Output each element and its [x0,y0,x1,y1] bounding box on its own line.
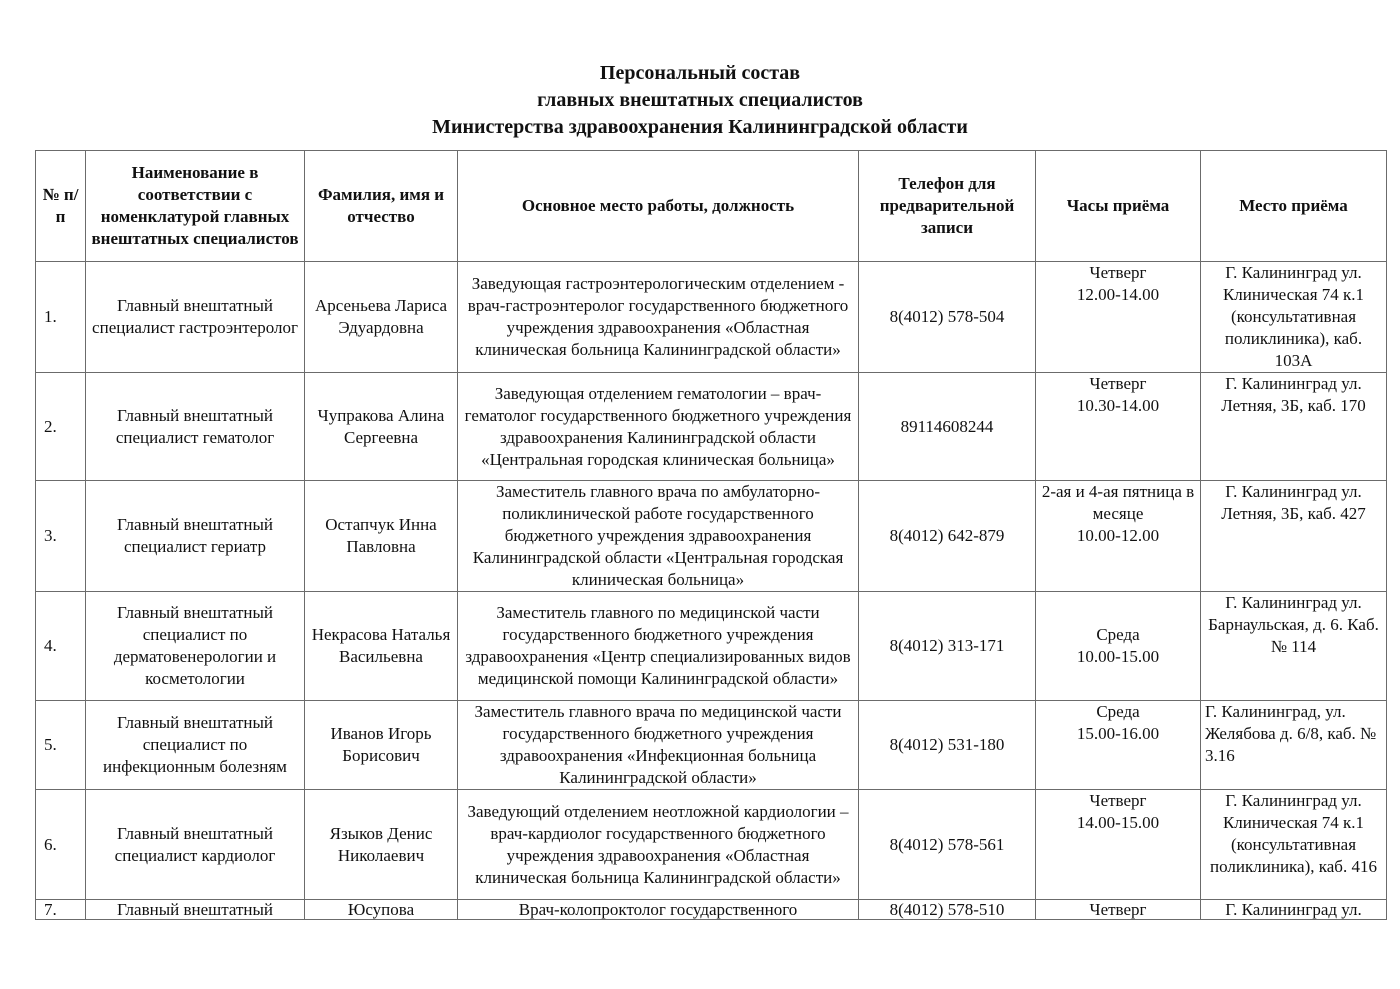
cell-nomenclature: Главный внештатный специалист гериатр [86,481,305,592]
cell-name: Юсупова [305,900,458,920]
hours-time: 10.30-14.00 [1076,396,1160,415]
table-row [36,790,1387,900]
cell-num: 4. [36,592,86,701]
cell-workplace: Заместитель главного врача по амбулаторно-поликлинической работе государственного бюджетного учреждения здравоохранения Калининградской области «Центральная городская клиническая больница» [458,481,859,592]
title-line-1: Персональный состав [599,62,801,84]
cell-name: Иванов Игорь Борисович [305,701,458,790]
cell-name: Некрасова Наталья Васильевна [305,592,458,701]
hours-day: Четверг [1089,791,1147,810]
hours-day: Среда [1096,625,1140,644]
hours-time: 15.00-16.00 [1076,724,1160,743]
cell-location: Г. Калининград ул. Барнаульская, д. 6. Каб. № 114 [1201,592,1387,701]
cell-hours [1036,790,1201,900]
cell-location: Г. Калининград ул. Летняя, 3Б, каб. 427 [1201,481,1387,592]
hours-day: 2-ая и 4-ая пятница в месяце [1041,482,1195,523]
cell-phone: 8(4012) 578-504 [859,262,1036,373]
cell-hours [1036,262,1201,373]
cell-workplace: Врач-колопроктолог государственного [458,900,859,920]
header-name: Фамилия, имя и отчество [305,151,458,262]
cell-workplace: Заведующая отделением гематологии – врач-гематолог государственного бюджетного учреждения здравоохранения Калининградской области «Центральная городская клиническая больница» [458,373,859,481]
cell-workplace: Заведующий отделением неотложной кардиологии – врач-кардиолог государственного бюджетного учреждения здравоохранения «Областная клиническая больница Калининградской области» [458,790,859,900]
header-phone: Телефон для предварительной записи [859,151,1036,262]
hours-time: 14.00-15.00 [1076,813,1160,832]
cell-hours [1036,373,1201,481]
cell-location: Г. Калининград, ул. Желябова д. 6/8, каб. № 3.16 [1201,701,1387,790]
cell-phone: 89114608244 [859,373,1036,481]
specialists-table [35,150,1387,920]
hours-time: 10.00-15.00 [1076,647,1160,666]
cell-name: Чупракова Алина Сергеевна [305,373,458,481]
cell-num: 6. [36,790,86,900]
cell-location: Г. Калининград ул. Клиническая 74 к.1 (консультативная поликлиника), каб. 103А [1201,262,1387,373]
cell-phone: 8(4012) 578-561 [859,790,1036,900]
hours-day: Четверг [1089,374,1147,393]
cell-hours [1036,900,1201,920]
cell-name: Остапчук Инна Павловна [305,481,458,592]
cell-name: Языков Денис Николаевич [305,790,458,900]
cell-nomenclature: Главный внештатный специалист гематолог [86,373,305,481]
cell-nomenclature: Главный внештатный специалист по дерматовенерологии и косметологии [86,592,305,701]
cell-num: 7. [36,900,86,920]
cell-num: 1. [36,262,86,373]
header-nomenclature: Наименование в соответствии с номенклатурой главных внештатных специалистов [86,151,305,262]
cell-phone: 8(4012) 313-171 [859,592,1036,701]
header-hours: Часы приёма [1036,151,1201,262]
hours-time: 12.00-14.00 [1076,285,1160,304]
cell-workplace: Заместитель главного врача по медицинской части государственного бюджетного учреждения здравоохранения «Инфекционная больница Калининградской области» [458,701,859,790]
table-header-row [36,151,1387,262]
cell-phone: 8(4012) 531-180 [859,701,1036,790]
title-line-2: главных внештатных специалистов [537,89,863,111]
cell-hours [1036,592,1201,701]
table-row [36,592,1387,701]
hours-day: Среда [1096,702,1140,721]
cell-nomenclature: Главный внештатный специалист кардиолог [86,790,305,900]
table-row [36,262,1387,373]
hours-time: 10.00-12.00 [1076,526,1160,545]
hours-day: Четверг [1089,263,1147,282]
cell-location: Г. Калининград ул. [1201,900,1387,920]
document-title [0,60,1400,141]
cell-phone: 8(4012) 578-510 [859,900,1036,920]
hours-day: Четверг [1089,900,1147,919]
cell-nomenclature: Главный внештатный специалист по инфекционным болезням [86,701,305,790]
cell-nomenclature: Главный внештатный [86,900,305,920]
table-row [36,481,1387,592]
cell-location: Г. Калининград ул. Летняя, 3Б, каб. 170 [1201,373,1387,481]
cell-num: 2. [36,373,86,481]
table-row [36,701,1387,790]
cell-name: Арсеньева Лариса Эдуардовна [305,262,458,373]
table-row [36,900,1387,920]
cell-phone: 8(4012) 642-879 [859,481,1036,592]
cell-workplace: Заведующая гастроэнтерологическим отделением - врач-гастроэнтеролог государственного бюджетного учреждения здравоохранения «Областная клиническая больница Калининградской области» [458,262,859,373]
cell-num: 3. [36,481,86,592]
table-row [36,373,1387,481]
header-workplace: Основное место работы, должность [458,151,859,262]
cell-location: Г. Калининград ул. Клиническая 74 к.1 (консультативная поликлиника), каб. 416 [1201,790,1387,900]
title-line-3: Министерства здравоохранения Калининградской области [432,116,968,138]
cell-num: 5. [36,701,86,790]
header-location: Место приёма [1201,151,1387,262]
header-num: № п/п [36,151,86,262]
cell-hours [1036,481,1201,592]
cell-nomenclature: Главный внештатный специалист гастроэнтеролог [86,262,305,373]
cell-hours [1036,701,1201,790]
cell-workplace: Заместитель главного по медицинской части государственного бюджетного учреждения здравоохранения «Центр специализированных видов медицинской помощи Калининградской области» [458,592,859,701]
